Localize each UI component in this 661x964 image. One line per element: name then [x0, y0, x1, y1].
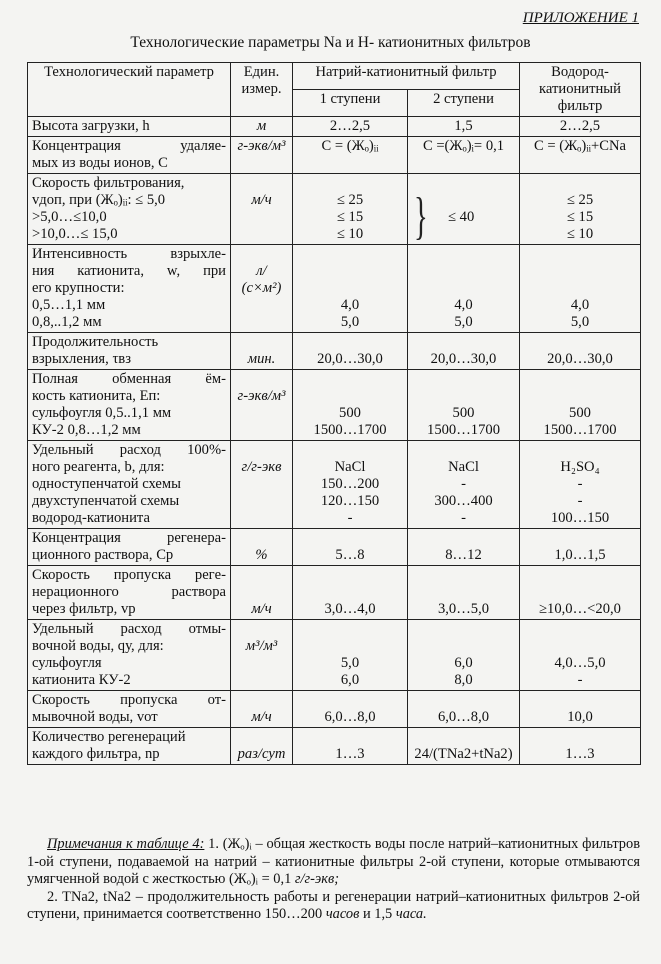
regen-conc-s2: 8…12	[408, 529, 520, 566]
param-line: Концентрация удаляе-	[32, 138, 226, 154]
loosen-s2: 4,0 5,0	[408, 245, 520, 333]
unit-conc: г-экв/м³	[231, 137, 293, 174]
capacity-s2: 500 1500…1700	[408, 370, 520, 441]
appendix-label: ПРИЛОЖЕНИЕ 1	[522, 10, 639, 26]
table-row	[28, 441, 641, 529]
header-unit: Един. измер.	[231, 63, 293, 117]
param-wash-speed: Скорость пропуска от- мывочной воды, vот	[28, 691, 231, 728]
duration-s2: 20,0…30,0	[408, 333, 520, 370]
height-h: 2…2,5	[520, 117, 641, 137]
unit-wash: м³/м³	[231, 620, 293, 691]
duration-s1: 20,0…30,0	[293, 333, 408, 370]
table-row	[28, 691, 641, 728]
table-title: Технологические параметры Na и H- катионитных фильтров	[130, 34, 531, 51]
wash-speed-s2: 6,0…8,0	[408, 691, 520, 728]
speed-s1: ≤ 25 ≤ 15 ≤ 10	[293, 174, 408, 245]
loosen-s1: 4,0 5,0	[293, 245, 408, 333]
unit-duration: мин.	[231, 333, 293, 370]
param-line: мых из воды ионов, С	[32, 155, 168, 171]
table-row	[28, 117, 641, 137]
header-na-filter: Натрий-катионитный фильтр	[293, 63, 520, 90]
reagent-h: H₂SO₄ - - 100…150	[520, 441, 641, 529]
regen-conc-s1: 5…8	[293, 529, 408, 566]
pass-speed-s2: 3,0…5,0	[408, 566, 520, 620]
wash-h: 4,0…5,0 -	[520, 620, 641, 691]
param-line: >10,0…≤ 15,0	[32, 226, 118, 242]
param-height: Высота загрузки, h	[28, 117, 231, 137]
unit-height: м	[231, 117, 293, 137]
unit-loosen: л/ (с×м²)	[231, 245, 293, 333]
wash-speed-s1: 6,0…8,0	[293, 691, 408, 728]
unit-speed: м/ч	[231, 174, 293, 245]
header-param: Технологический параметр	[28, 63, 231, 117]
table-notes	[27, 836, 640, 924]
loosen-h: 4,0 5,0	[520, 245, 641, 333]
regen-count-h: 1…3	[520, 728, 641, 765]
table-row	[28, 566, 641, 620]
unit-regen-conc: %	[231, 529, 293, 566]
pass-speed-h: ≥10,0…<20,0	[520, 566, 641, 620]
wash-s2: 6,0 8,0	[408, 620, 520, 691]
capacity-h: 500 1500…1700	[520, 370, 641, 441]
brace-icon: }	[414, 188, 428, 245]
wash-speed-h: 10,0	[520, 691, 641, 728]
param-wash: Удельный расход отмы- вочной воды, qу, для: сульфоугля катионита КУ-2	[28, 620, 231, 691]
conc-s1: С = (Жₒ)ᵢᵢ	[293, 137, 408, 174]
unit-wash-speed: м/ч	[231, 691, 293, 728]
table-row	[28, 728, 641, 765]
param-reagent: Удельный расход 100%- ного реагента, b, для: одноступенчатой схемы двухступенчатой схемы водород-катионита	[28, 441, 231, 529]
table-row	[28, 174, 641, 245]
regen-count-s1: 1…3	[293, 728, 408, 765]
speed-s2: } ≤ 40	[408, 174, 520, 245]
param-duration: Продолжительность взрыхления, τвз	[28, 333, 231, 370]
param-conc	[28, 137, 231, 174]
unit-regen-count: раз/сут	[231, 728, 293, 765]
pass-speed-s1: 3,0…4,0	[293, 566, 408, 620]
note-1: Примечания к таблице 4: 1. (Жₒ)ᵢ – общая жесткость воды после натрий–катионитных фильтров 1-ой ступени, подаваемой на натрий – катионитные фильтры 2-ой ступени, которые отмываются умягченной водой с жесткостью (Жₒ)ᵢ = 0,1 г/г-экв;	[27, 836, 640, 887]
param-line: >5,0…≤10,0	[32, 209, 107, 225]
speed-h: ≤ 25 ≤ 15 ≤ 10	[520, 174, 641, 245]
conc-s2: С =(Жₒ)ᵢ= 0,1	[408, 137, 520, 174]
table-row	[28, 333, 641, 370]
header-stage1: 1 ступени	[293, 90, 408, 117]
reagent-s2: NaCl - 300…400 -	[408, 441, 520, 529]
notes-lead: Примечания к таблице 4:	[47, 836, 205, 852]
unit-capacity: г-экв/м³	[231, 370, 293, 441]
parameters-table	[27, 62, 641, 765]
param-loosen: Интенсивность взрыхле- ния катионита, w, при его крупности: 0,5…1,1 мм 0,8,..1,2 мм	[28, 245, 231, 333]
header-h-filter: Водород-катионитный фильтр	[520, 63, 641, 117]
header-row	[28, 63, 641, 90]
table-row	[28, 529, 641, 566]
table-row	[28, 370, 641, 441]
reagent-s1: NaCl 150…200 120…150 -	[293, 441, 408, 529]
header-stage2: 2 ступени	[408, 90, 520, 117]
wash-s1: 5,0 6,0	[293, 620, 408, 691]
param-regen-conc: Концентрация регенера- ционного раствора, Cр	[28, 529, 231, 566]
param-capacity: Полная обменная ём- кость катионита, Eп: сульфоугля 0,5..1,1 мм КУ-2 0,8…1,2 мм	[28, 370, 231, 441]
conc-h: С = (Жₒ)ᵢᵢ+CNa	[520, 137, 641, 174]
regen-conc-h: 1,0…1,5	[520, 529, 641, 566]
height-s2: 1,5	[408, 117, 520, 137]
note-2: 2. TNa2, tNa2 – продолжительность работы и регенерации натрий–катионитных фильтров 2-ой ступени, принимается соответственно 150…200 часов и 1,5 часа.	[27, 888, 640, 922]
table-row	[28, 620, 641, 691]
param-line: Скорость фильтрования,	[32, 175, 185, 191]
param-regen-count: Количество регенераций каждого фильтра, nр	[28, 728, 231, 765]
capacity-s1: 500 1500…1700	[293, 370, 408, 441]
param-pass-speed: Скорость пропуска регe- нерационного раствора через фильтр, vр	[28, 566, 231, 620]
unit-pass-speed: м/ч	[231, 566, 293, 620]
param-speed	[28, 174, 231, 245]
duration-h: 20,0…30,0	[520, 333, 641, 370]
regen-count-s2: 24/(TNa2+tNa2)	[408, 728, 520, 765]
table-row	[28, 245, 641, 333]
table-row	[28, 137, 641, 174]
unit-reagent: г/г-экв	[231, 441, 293, 529]
param-line: vдоп, при (Жₒ)ᵢᵢ: ≤ 5,0	[32, 192, 166, 208]
height-s1: 2…2,5	[293, 117, 408, 137]
